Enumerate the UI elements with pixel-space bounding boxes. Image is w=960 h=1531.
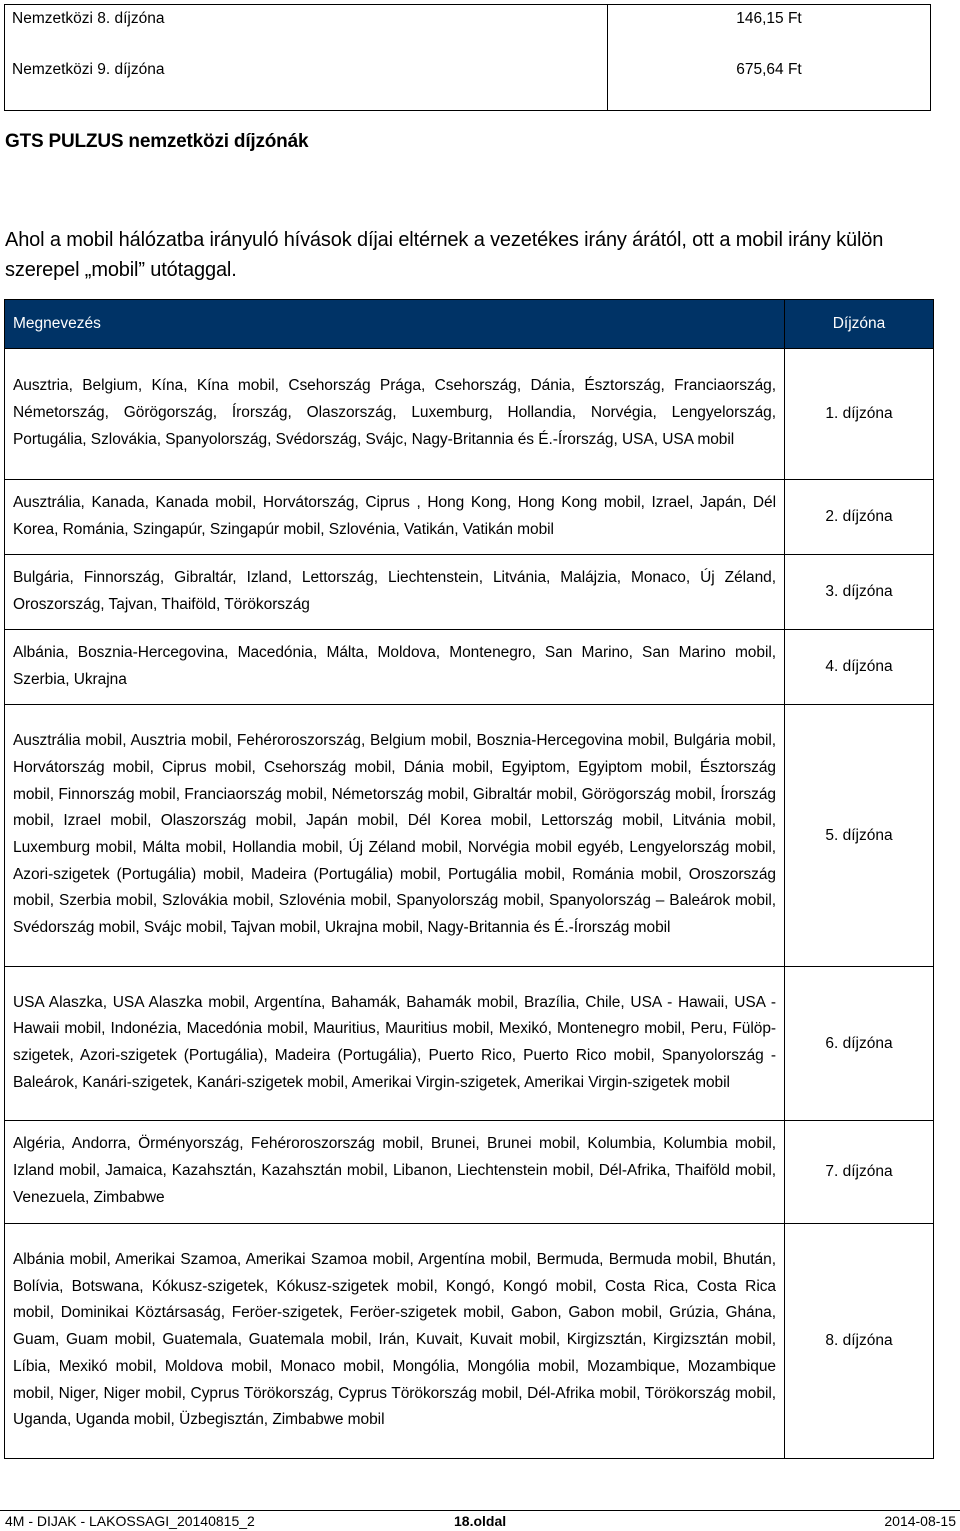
- zone-label: 5. díjzóna: [785, 705, 934, 967]
- zone-countries: Algéria, Andorra, Örményország, Fehéroroszország mobil, Brunei, Brunei mobil, Kolumbia, Kolumbia mobil, Izland mobil, Jamaica, Kazahsztán, Kazahsztán mobil, Libanon, Liechtenstein mobil, Dél-Afrika, Thaiföld mobil, Venezuela, Zimbabwe: [5, 1121, 785, 1224]
- table-row: [5, 967, 934, 1121]
- zone-countries: Ausztria, Belgium, Kína, Kína mobil, Csehország Prága, Csehország, Dánia, Észtország, Franciaország, Németország, Görögország, Írország, Olaszország, Luxemburg, Hollandia, Norvégia, Lengyelország, Portugália, Szlovákia, Spanyolország, Svédország, Svájc, Nagy-Britannia és É.-Írország, USA, USA mobil: [5, 349, 785, 480]
- zone-label: 2. díjzóna: [785, 480, 934, 555]
- zone-label: 8. díjzóna: [785, 1224, 934, 1459]
- intro-paragraph: Ahol a mobil hálózatba irányuló hívások díjai eltérnek a vezetékes irány árától, ott a mobil irány külön szerepel „mobil” utótaggal.: [5, 229, 884, 281]
- zone-countries: Albánia, Bosznia-Hercegovina, Macedónia, Málta, Moldova, Montenegro, San Marino, San Marino mobil, Szerbia, Ukrajna: [5, 630, 785, 705]
- zone-countries: Albánia mobil, Amerikai Szamoa, Amerikai Szamoa mobil, Argentína mobil, Bermuda, Bermuda mobil, Bhután, Bolívia, Botswana, Kókusz-szigetek, Kókusz-szigetek mobil, Kongó, Kongó mobil, Costa Rica, Costa Rica mobil, Dominikai Köztársaság, Feröer-szigetek, Feröer-szigetek mobil, Gabon, Gabon mobil, Grúzia, Ghána, Guam, Guam mobil, Guatemala, Guatemala mobil, Irán, Kuvait, Kuvait mobil, Kirgizsztán, Kirgizsztán mobil, Líbia, Mexikó mobil, Moldova mobil, Monaco mobil, Mongólia, Mongólia mobil, Mozambique, Mozambique mobil, Niger, Niger mobil, Cyprus Törökország, Cyprus Törökország mobil, Dél-Afrika mobil, Törökország mobil, Uganda, Uganda mobil, Üzbegisztán, Zimbabwe mobil: [5, 1224, 785, 1459]
- zone-countries: Ausztrália, Kanada, Kanada mobil, Horvátország, Ciprus , Hong Kong, Hong Kong mobil, Izrael, Japán, Dél Korea, Románia, Szingapúr, Szingapúr mobil, Szlovénia, Vatikán, Vatikán mobil: [5, 480, 785, 555]
- zone-label: 7. díjzóna: [785, 1121, 934, 1224]
- table-row: [5, 705, 934, 967]
- zone-table-header: [5, 300, 934, 349]
- zone-label: 4. díjzóna: [785, 630, 934, 705]
- table-row: [5, 349, 934, 480]
- zone-label: 1. díjzóna: [785, 349, 934, 480]
- price-row: [5, 56, 931, 111]
- footer-page-number: 18.oldal: [454, 1513, 507, 1529]
- price-row-value: 675,64 Ft: [608, 56, 931, 111]
- price-row-name: Nemzetközi 8. díjzóna: [5, 5, 608, 57]
- header-zone: Díjzóna: [785, 300, 934, 349]
- price-row-value: 146,15 Ft: [608, 5, 931, 57]
- table-row: [5, 630, 934, 705]
- price-row-name: Nemzetközi 9. díjzóna: [5, 56, 608, 111]
- zone-table: [4, 299, 934, 1459]
- section-heading: GTS PULZUS nemzetközi díjzónák: [5, 131, 309, 152]
- zone-countries: USA Alaszka, USA Alaszka mobil, Argentína, Bahamák, Bahamák mobil, Brazília, Chile, USA - Hawaii, USA - Hawaii mobil, Indonézia, Macedónia mobil, Mauritius, Mauritius mobil, Mexikó, Montenegro mobil, Peru, Fülöp-szigetek, Azori-szigetek (Portugália), Madeira (Portugália), Puerto Rico, Puerto Rico mobil, Spanyolország - Baleárok, Kanári-szigetek, Kanári-szigetek mobil, Amerikai Virgin-szigetek, Amerikai Virgin-szigetek mobil: [5, 967, 785, 1121]
- zone-countries: Bulgária, Finnország, Gibraltár, Izland, Lettország, Liechtenstein, Litvánia, Malájzia, Monaco, Új Zéland, Oroszország, Tajvan, Thaiföld, Törökország: [5, 555, 785, 630]
- page-footer: [0, 1510, 960, 1531]
- zone-label: 6. díjzóna: [785, 967, 934, 1121]
- footer-doc-id: 4M - DIJAK - LAKOSSAGI_20140815_2: [5, 1513, 255, 1529]
- zone-label: 3. díjzóna: [785, 555, 934, 630]
- price-table: [4, 4, 931, 111]
- footer-date: 2014-08-15: [884, 1513, 956, 1529]
- table-row: [5, 1224, 934, 1459]
- zone-countries: Ausztrália mobil, Ausztria mobil, Fehéroroszország, Belgium mobil, Bosznia-Hercegovina mobil, Bulgária mobil, Horvátország mobil, Ciprus mobil, Csehország mobil, Dánia mobil, Egyiptom, Egyiptom mobil, Észtország mobil, Finnország mobil, Franciaország mobil, Németország mobil, Gibraltár mobil, Görögország mobil, Írország mobil, Izrael mobil, Olaszország mobil, Japán mobil, Dél Korea mobil, Lettország mobil, Litvánia mobil, Luxemburg mobil, Málta mobil, Hollandia mobil, Új Zéland mobil, Norvégia mobil egyéb, Lengyelország mobil, Azori-szigetek (Portugália) mobil, Madeira (Portugália) mobil, Portugália mobil, Románia mobil, Oroszország mobil, Szerbia mobil, Szlovákia mobil, Szlovénia mobil, Spanyolország mobil, Spanyolország – Baleárok mobil, Svédország mobil, Svájc mobil, Tajvan mobil, Ukrajna mobil, Nagy-Britannia és É.-Írország mobil: [5, 705, 785, 967]
- header-name: Megnevezés: [5, 300, 785, 349]
- table-row: [5, 555, 934, 630]
- table-row: [5, 480, 934, 555]
- price-row: [5, 5, 931, 57]
- table-row: [5, 1121, 934, 1224]
